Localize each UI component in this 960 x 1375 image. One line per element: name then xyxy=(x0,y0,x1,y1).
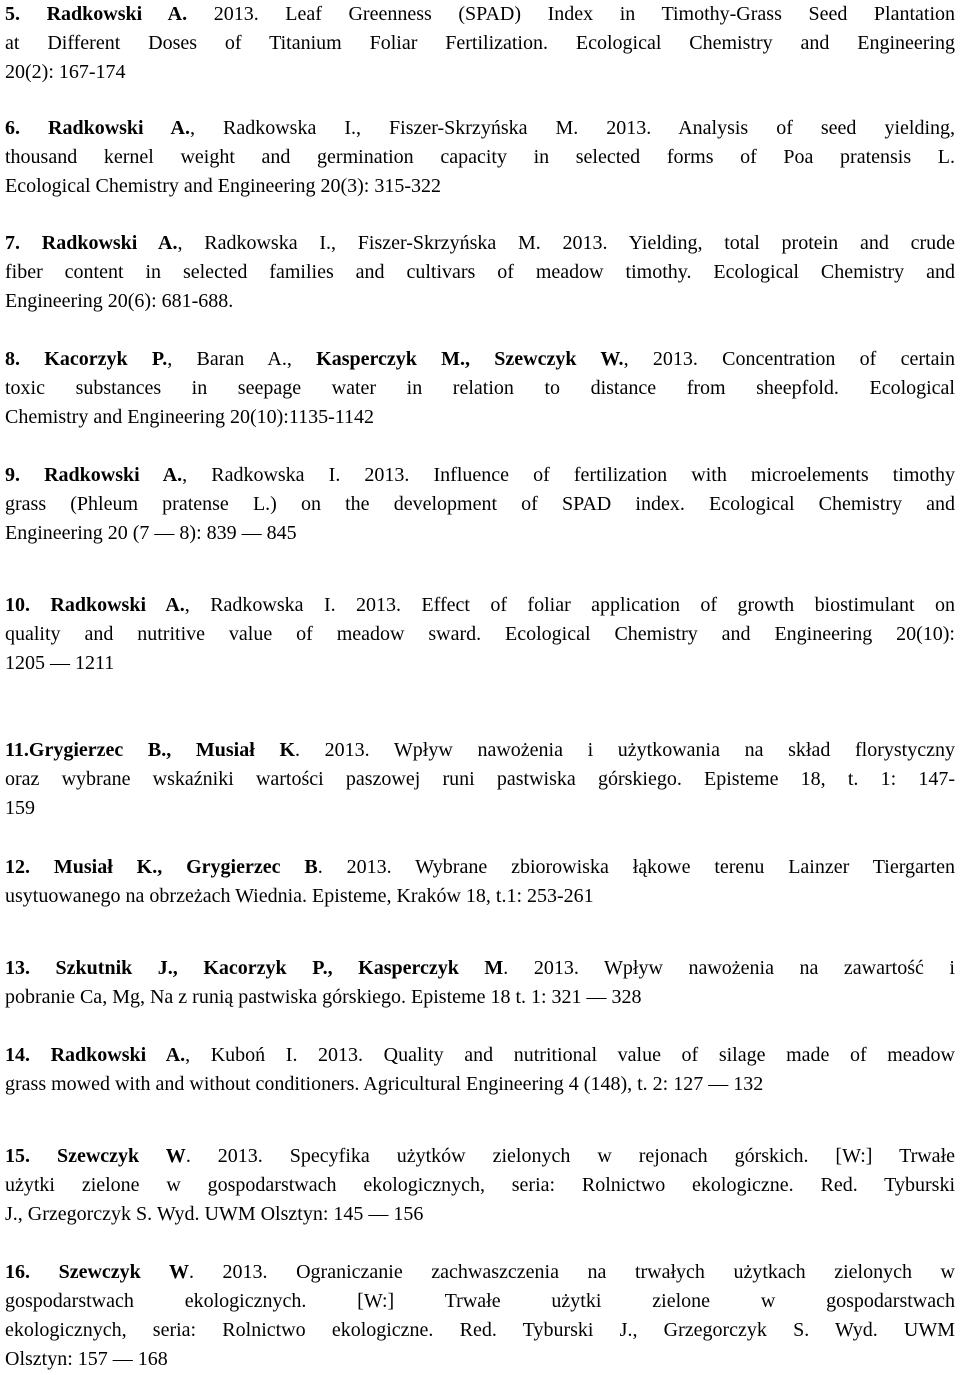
reference-authors: Kasperczyk M., Szewczyk W. xyxy=(316,348,624,370)
reference-line xyxy=(5,736,955,765)
reference-text: , Kuboń I. 2013. Quality and nutritional value of silage made of meadow xyxy=(185,1044,955,1066)
reference-line xyxy=(5,519,955,548)
reference-text: , Radkowska I., Fiszer-Skrzyńska M. 2013. Yielding, total protein and crude xyxy=(177,232,956,254)
reference-authors: 12. Musiał K., Grygierzec B xyxy=(5,856,318,878)
reference-text: quality and nutritive value of meadow sward. Ecological Chemistry and Engineering 20(10): xyxy=(5,623,955,645)
reference-line xyxy=(5,1041,955,1070)
reference-authors: 16. Szewczyk W xyxy=(5,1261,189,1283)
reference-text: at Different Doses of Titanium Foliar Fertilization. Ecological Chemistry and Engineering xyxy=(5,32,955,54)
reference-text: 159 xyxy=(5,797,35,819)
reference-line xyxy=(5,882,955,911)
reference-authors: 8. Kacorzyk P. xyxy=(5,348,168,370)
reference-entry xyxy=(5,114,955,201)
reference-authors: 9. Radkowski A. xyxy=(5,464,183,486)
reference-line xyxy=(5,345,955,374)
reference-authors: 7. Radkowski A. xyxy=(5,232,178,254)
reference-text: użytki zielone w gospodarstwach ekologicznych, seria: Rolnictwo ekologiczne. Red. Tyburski xyxy=(5,1174,955,1196)
reference-text: grass (Phleum pratense L.) on the development of SPAD index. Ecological Chemistry and xyxy=(5,493,955,515)
reference-line xyxy=(5,0,955,29)
reference-entry xyxy=(5,591,955,678)
reference-text: . 2013. Ograniczanie zachwaszczenia na trwałych użytkach zielonych w xyxy=(188,1261,955,1283)
reference-authors: 11.Grygierzec B., Musiał K xyxy=(5,739,295,761)
reference-line xyxy=(5,1171,955,1200)
reference-text: ekologicznych, seria: Rolnictwo ekologiczne. Red. Tyburski J., Grzegorczyk S. Wyd. UWM xyxy=(5,1319,955,1341)
reference-authors: 13. Szkutnik J., Kacorzyk P., Kasperczyk M xyxy=(5,957,504,979)
reference-text: Olsztyn: 157 — 168 xyxy=(5,1348,168,1370)
reference-line xyxy=(5,591,955,620)
reference-line xyxy=(5,172,955,201)
reference-line xyxy=(5,620,955,649)
reference-text: 1205 — 1211 xyxy=(5,652,115,674)
reference-line xyxy=(5,229,955,258)
reference-text: pobranie Ca, Mg, Na z runią pastwiska górskiego. Episteme 18 t. 1: 321 — 328 xyxy=(5,986,642,1008)
reference-text: , Radkowska I. 2013. Influence of fertilization with microelements timothy xyxy=(182,464,955,486)
reference-entry xyxy=(5,1258,955,1374)
reference-authors: 6. Radkowski A. xyxy=(5,117,190,139)
reference-text: toxic substances in seepage water in relation to distance from sheepfold. Ecological xyxy=(5,377,955,399)
reference-line xyxy=(5,853,955,882)
reference-authors: 5. Radkowski A. xyxy=(5,3,188,25)
reference-line xyxy=(5,58,955,87)
reference-line xyxy=(5,1142,955,1171)
reference-text: . 2013. Specyfika użytków zielonych w rejonach górskich. [W:] Trwałe xyxy=(185,1145,955,1167)
reference-authors: 14. Radkowski A. xyxy=(5,1044,186,1066)
reference-line xyxy=(5,649,955,678)
reference-entry xyxy=(5,853,955,911)
reference-text: grass mowed with and without conditioners. Agricultural Engineering 4 (148), t. 2: 127 — 132 xyxy=(5,1073,764,1095)
reference-text: 20(2): 167-174 xyxy=(5,61,126,83)
reference-entry xyxy=(5,0,955,87)
reference-text: Engineering 20(6): 681-688. xyxy=(5,290,234,312)
reference-text: . 2013. Wpływ nawożenia na zawartość i xyxy=(503,957,955,979)
reference-text: . 2013. Wybrane zbiorowiska łąkowe terenu Lainzer Tiergarten xyxy=(317,856,955,878)
reference-text: fiber content in selected families and cultivars of meadow timothy. Ecological Chemistry and xyxy=(5,261,955,283)
reference-text: , Radkowska I. 2013. Effect of foliar application of growth biostimulant on xyxy=(184,594,955,616)
reference-line xyxy=(5,1070,955,1099)
reference-line xyxy=(5,258,955,287)
reference-line xyxy=(5,983,955,1012)
reference-line xyxy=(5,1287,955,1316)
reference-line xyxy=(5,143,955,172)
reference-line xyxy=(5,1316,955,1345)
reference-text: Ecological Chemistry and Engineering 20(3): 315-322 xyxy=(5,175,442,197)
reference-text: , Radkowska I., Fiszer-Skrzyńska M. 2013. Analysis of seed yielding, xyxy=(189,117,955,139)
reference-line xyxy=(5,1258,955,1287)
reference-text: J., Grzegorczyk S. Wyd. UWM Olsztyn: 145 — 156 xyxy=(5,1203,424,1225)
reference-line xyxy=(5,114,955,143)
reference-line xyxy=(5,29,955,58)
reference-entry xyxy=(5,954,955,1012)
reference-entry xyxy=(5,1041,955,1099)
reference-text: , Baran A., xyxy=(167,348,317,370)
reference-authors: 10. Radkowski A. xyxy=(5,594,185,616)
reference-line xyxy=(5,374,955,403)
reference-line xyxy=(5,490,955,519)
reference-entry xyxy=(5,229,955,316)
reference-entry xyxy=(5,1142,955,1229)
reference-line xyxy=(5,461,955,490)
reference-line xyxy=(5,1345,955,1374)
reference-text: oraz wybrane wskaźniki wartości paszowej runi pastwiska górskiego. Episteme 18, t. 1: 147- xyxy=(5,768,955,790)
reference-line xyxy=(5,765,955,794)
reference-text: usytuowanego na obrzeżach Wiednia. Episteme, Kraków 18, t.1: 253-261 xyxy=(5,885,594,907)
reference-line xyxy=(5,954,955,983)
reference-line xyxy=(5,794,955,823)
reference-line xyxy=(5,287,955,316)
reference-text: 2013. Leaf Greenness (SPAD) Index in Timothy-Grass Seed Plantation xyxy=(187,3,956,25)
reference-entry xyxy=(5,461,955,548)
reference-authors: 15. Szewczyk W xyxy=(5,1145,186,1167)
reference-text: Chemistry and Engineering 20(10):1135-1142 xyxy=(5,406,375,428)
reference-entry xyxy=(5,345,955,432)
reference-text: . 2013. Wpływ nawożenia i użytkowania na skład florystyczny xyxy=(295,739,955,761)
reference-text: , 2013. Concentration of certain xyxy=(623,348,956,370)
reference-text: Engineering 20 (7 — 8): 839 — 845 xyxy=(5,522,297,544)
reference-text: gospodarstwach ekologicznych. [W:] Trwałe użytki zielone w gospodarstwach xyxy=(5,1290,955,1312)
reference-line xyxy=(5,403,955,432)
reference-line xyxy=(5,1200,955,1229)
reference-text: thousand kernel weight and germination capacity in selected forms of Poa pratensis L. xyxy=(5,146,955,168)
reference-entry xyxy=(5,736,955,823)
